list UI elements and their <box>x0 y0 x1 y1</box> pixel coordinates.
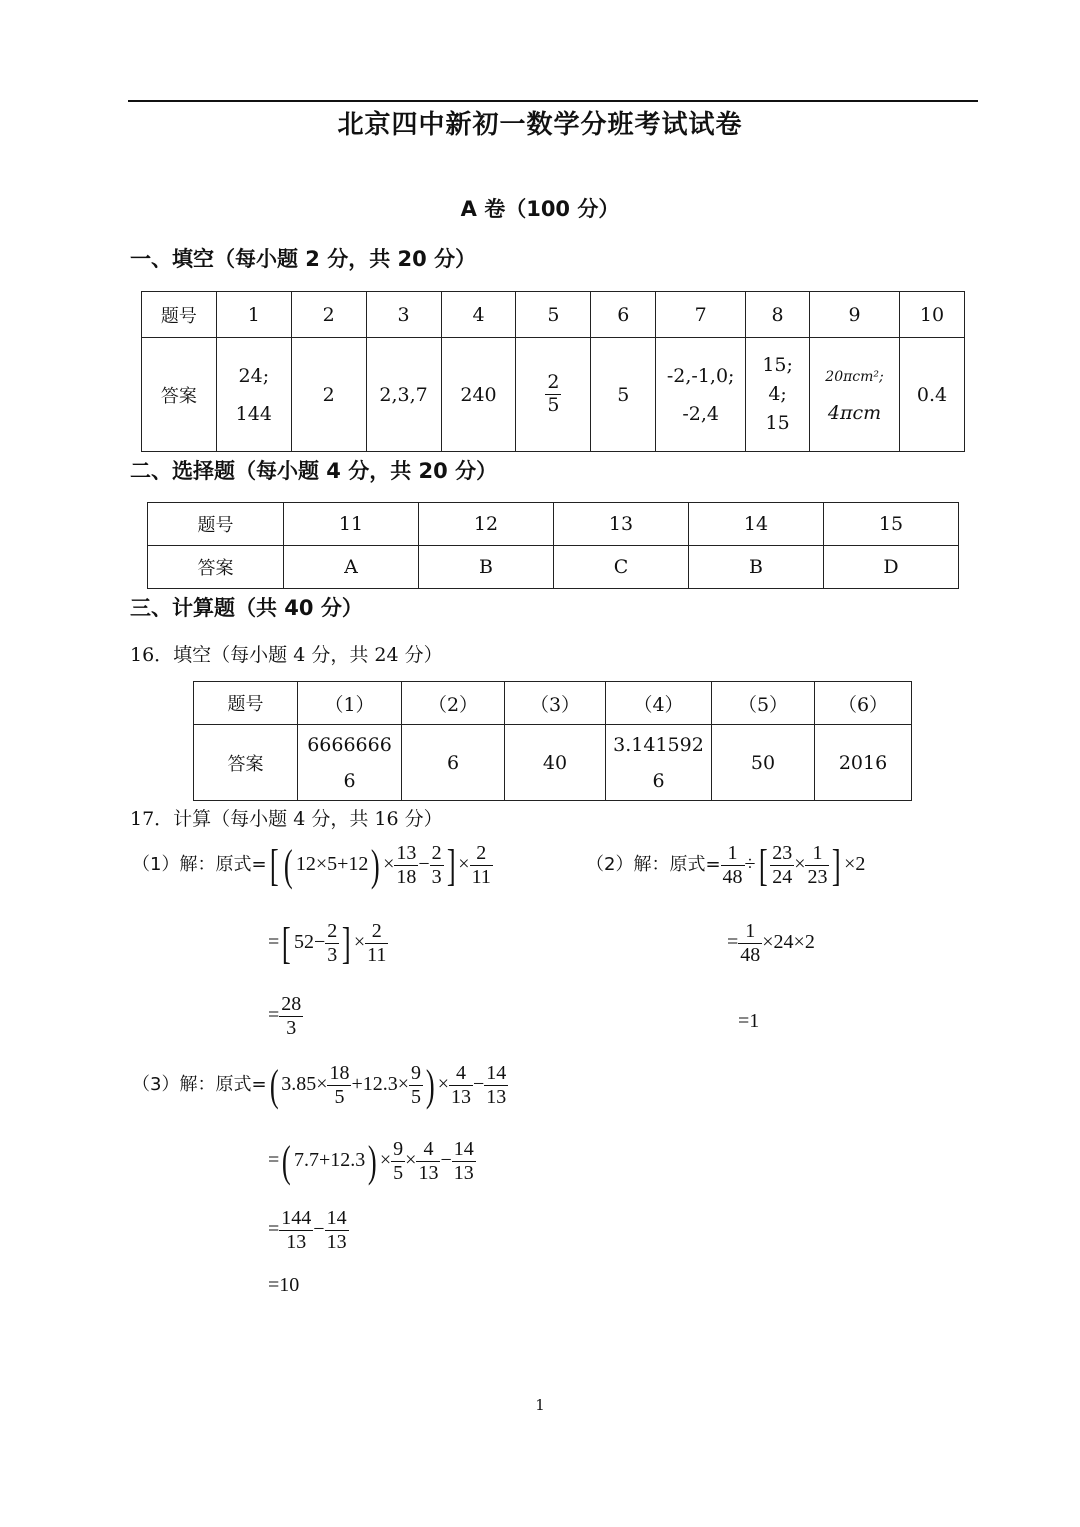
answer-cell <box>746 338 810 452</box>
answer-cell: 50 <box>712 725 815 801</box>
q16-heading: 16．填空（每小题 4 分，共 24 分） <box>130 644 443 666</box>
calc2-line1: （2）解：原式= $\frac{1}{48}$ ÷[ $\frac{23}{24}$ × $\frac{1}{23}$ ] ×2 <box>586 840 866 890</box>
question-number: 12 <box>419 503 554 546</box>
answer-line: 6 <box>343 769 356 792</box>
question-number: 5 <box>516 292 591 338</box>
table-row <box>148 503 959 546</box>
calc2-label: （2）解：原式= <box>586 854 721 876</box>
question-number: 3 <box>366 292 441 338</box>
section2-table <box>147 502 959 589</box>
answer-cell <box>298 725 402 801</box>
answer-line: 20πcm²; <box>825 368 884 385</box>
answer-line: -2,-1,0; <box>666 364 735 387</box>
answer-line: 6666666 <box>307 733 392 756</box>
table-row <box>194 725 912 801</box>
calc1-line2: =[ 52− $\frac{2}{3}$ ] × $\frac{2}{11}$ <box>268 918 387 968</box>
answer-fraction <box>545 372 561 417</box>
question-number: 8 <box>746 292 810 338</box>
answer-cell <box>656 338 746 452</box>
header-rule <box>128 100 978 102</box>
page-title: 北京四中新初一数学分班考试试卷 <box>337 110 743 140</box>
answer-cell: 6 <box>402 725 505 801</box>
answer-cell: 240 <box>441 338 516 452</box>
question-number: 7 <box>656 292 746 338</box>
question-number: （5） <box>712 682 815 725</box>
q17-heading: 17．计算（每小题 4 分，共 16 分） <box>130 808 443 830</box>
answer-line: 144 <box>235 402 272 425</box>
question-number: 2 <box>291 292 366 338</box>
section3-heading: 三、计算题（共 40 分） <box>130 596 363 620</box>
answer-cell: 2 <box>291 338 366 452</box>
answer-cell: B <box>419 546 554 589</box>
section1-heading: 一、填空（每小题 2 分，共 20 分） <box>130 247 477 271</box>
numerator: 2 <box>547 371 560 394</box>
row-label: 答案 <box>142 338 217 452</box>
question-number: （4） <box>606 682 712 725</box>
section2-heading: 二、选择题（每小题 4 分，共 20 分） <box>130 459 498 483</box>
question-number: 15 <box>824 503 959 546</box>
calc3-line3: = $\frac{144}{13}$ − $\frac{14}{13}$ <box>268 1207 347 1253</box>
answer-line: 24; <box>238 364 270 387</box>
answer-cell: A <box>284 546 419 589</box>
question-number: （1） <box>298 682 402 725</box>
calc2-line3: =1 <box>738 1010 760 1032</box>
answer-cell: C <box>554 546 689 589</box>
question-number: （3） <box>505 682 606 725</box>
question-number: （2） <box>402 682 505 725</box>
answer-cell: D <box>824 546 959 589</box>
calc1-label: （1）解：原式= <box>132 854 267 876</box>
answer-cell: 40 <box>505 725 606 801</box>
calc3-label: （3）解：原式= <box>132 1074 267 1096</box>
table-row <box>142 338 965 452</box>
answer-line: 4πcm <box>827 401 882 424</box>
q16-table <box>193 681 912 801</box>
answer-cell: B <box>689 546 824 589</box>
table-row <box>142 292 965 338</box>
answer-cell: 2,3,7 <box>366 338 441 452</box>
table-row <box>148 546 959 589</box>
row-label: 答案 <box>148 546 284 589</box>
answer-line: 4; <box>768 383 787 405</box>
calc3-line4: =10 <box>268 1274 300 1296</box>
answer-cell: 5 <box>591 338 656 452</box>
answer-line: 6 <box>652 769 665 792</box>
answer-cell <box>606 725 712 801</box>
section1-table <box>141 291 965 452</box>
calc3-line2: =( 7.7+12.3) × $\frac{9}{5}$ × $\frac{4}{13}$ − $\frac{14}{13}$ <box>268 1136 474 1186</box>
page-subtitle: A 卷（100 分） <box>460 197 620 221</box>
row-label: 题号 <box>148 503 284 546</box>
answer-line: 15; <box>762 354 793 376</box>
question-number: 14 <box>689 503 824 546</box>
question-number: 4 <box>441 292 516 338</box>
table-row <box>194 682 912 725</box>
answer-cell <box>516 338 591 452</box>
question-number: 10 <box>899 292 964 338</box>
answer-line: 3.141592 <box>613 733 704 756</box>
answer-cell <box>216 338 291 452</box>
row-label: 题号 <box>142 292 217 338</box>
question-number: 13 <box>554 503 689 546</box>
question-number: 6 <box>591 292 656 338</box>
question-number: 1 <box>216 292 291 338</box>
answer-line: -2,4 <box>682 402 719 425</box>
calc2-line2: = $\frac{1}{48}$ ×24×2 <box>727 920 815 966</box>
answer-cell: 0.4 <box>899 338 964 452</box>
question-number: 9 <box>810 292 900 338</box>
answer-line: 15 <box>765 412 790 434</box>
calc1-line3: = $\frac{28}{3}$ <box>268 993 302 1039</box>
calc3-line1: （3）解：原式=( 3.85× $\frac{18}{5}$ +12.3× $\frac{9}{5}$ ) × $\frac{4}{13}$ − $\frac{14}{13}$ <box>132 1060 507 1110</box>
question-number: 11 <box>284 503 419 546</box>
answer-cell: 2016 <box>815 725 912 801</box>
calc1-line1: （1）解：原式=[ ( 12×5+12) × $\frac{13}{18}$ − $\frac{2}{3}$ ] × $\frac{2}{11}$ <box>132 840 491 890</box>
row-label: 答案 <box>194 725 298 801</box>
answer-cell <box>810 338 900 452</box>
row-label: 题号 <box>194 682 298 725</box>
calc1-result-eq: = <box>268 1004 280 1027</box>
denominator: 5 <box>547 394 560 416</box>
question-number: （6） <box>815 682 912 725</box>
page-number: 1 <box>535 1396 545 1414</box>
